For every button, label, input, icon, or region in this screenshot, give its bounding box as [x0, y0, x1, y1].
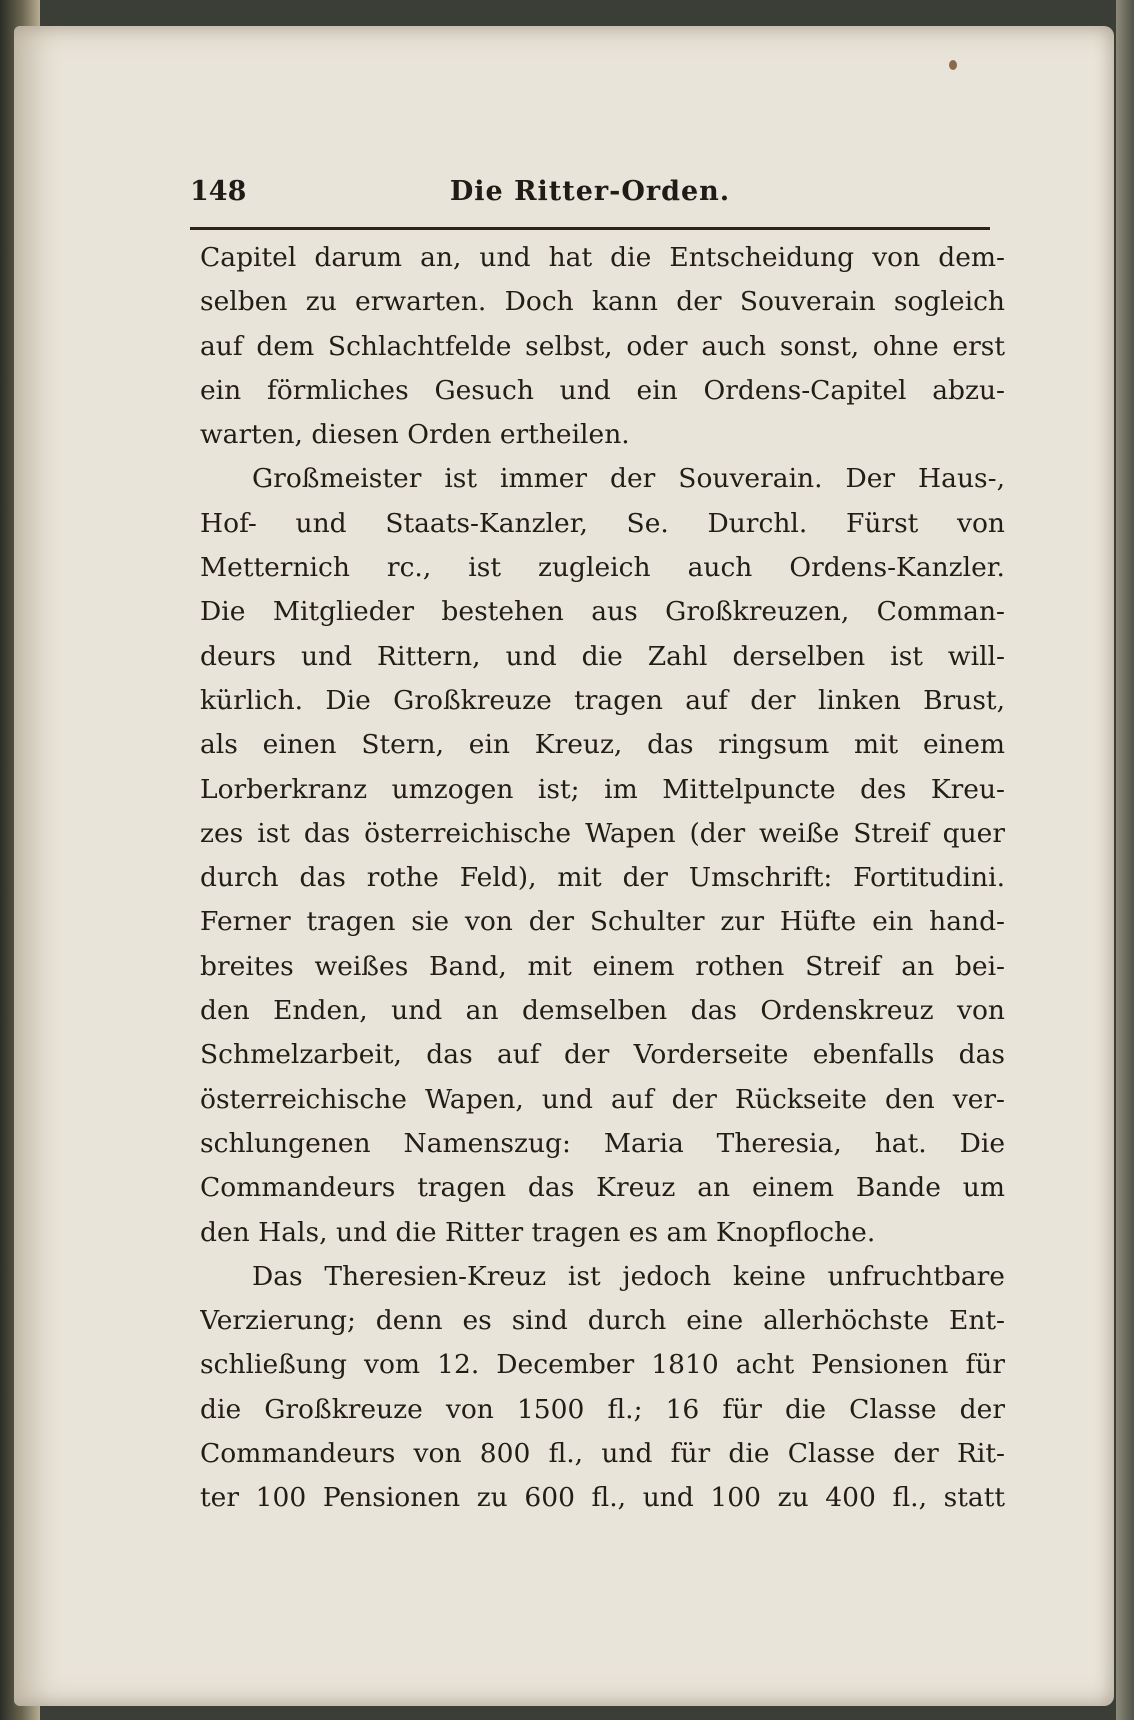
- text-line: Verzierung; denn es sind durch eine allerhöchste Ent-: [200, 1305, 1005, 1337]
- text-line: selben zu erwarten. Doch kann der Souverain sogleich: [200, 286, 1005, 318]
- text-line: den Hals, und die Ritter tragen es am Knopfloche.: [200, 1216, 876, 1248]
- running-header: [190, 176, 990, 216]
- page-edge: [1116, 0, 1134, 1720]
- text-line: ein förmliches Gesuch und ein Ordens-Capitel abzu-: [200, 374, 1005, 406]
- text-line: österreichische Wapen, und auf der Rückseite den ver-: [200, 1083, 1005, 1115]
- ink-smudge: [949, 60, 957, 70]
- text-line: Schmelzarbeit, das auf der Vorderseite ebenfalls das: [200, 1039, 1005, 1071]
- text-line: als einen Stern, ein Kreuz, das ringsum mit einem: [200, 729, 1005, 761]
- text-line: Metternich rc., ist zugleich auch Ordens-Kanzler.: [200, 552, 1005, 584]
- text-line: zes ist das österreichische Wapen (der weiße Streif quer: [200, 817, 1005, 849]
- text-line: Lorberkranz umzogen ist; im Mittelpuncte des Kreu-: [200, 773, 1005, 805]
- text-line: durch das rothe Feld), mit der Umschrift: Fortitudini.: [200, 862, 1005, 894]
- text-line: die Großkreuze von 1500 fl.; 16 für die Classe der: [200, 1393, 1005, 1425]
- text-line: Commandeurs von 800 fl., und für die Classe der Rit-: [200, 1438, 1005, 1470]
- page-number: 148: [190, 176, 247, 207]
- text-line: Die Mitglieder bestehen aus Großkreuzen, Comman-: [200, 596, 1005, 628]
- text-line: Ferner tragen sie von der Schulter zur Hüfte ein hand-: [200, 906, 1005, 938]
- header-rule: [190, 227, 990, 230]
- text-line: ter 100 Pensionen zu 600 fl., und 100 zu 400 fl., statt: [200, 1482, 1005, 1514]
- text-line: Großmeister ist immer der Souverain. Der Haus-,: [252, 463, 1005, 495]
- text-line: auf dem Schlachtfelde selbst, oder auch sonst, ohne erst: [200, 330, 1005, 362]
- text-line: breites weißes Band, mit einem rothen Streif an bei-: [200, 950, 1005, 982]
- text-line: Commandeurs tragen das Kreuz an einem Bande um: [200, 1172, 1005, 1204]
- text-line: Hof- und Staats-Kanzler, Se. Durchl. Fürst von: [200, 507, 1005, 539]
- text-line: schlungenen Namenszug: Maria Theresia, hat. Die: [200, 1127, 1005, 1159]
- text-line: deurs und Rittern, und die Zahl derselben ist will-: [200, 640, 1005, 672]
- text-line: kürlich. Die Großkreuze tragen auf der linken Brust,: [200, 684, 1005, 716]
- text-line: den Enden, und an demselben das Ordenskreuz von: [200, 995, 1005, 1027]
- text-line: warten, diesen Orden ertheilen.: [200, 419, 630, 451]
- body-text: [200, 236, 1005, 1521]
- running-title: Die Ritter-Orden.: [449, 176, 731, 207]
- text-line: schließung vom 12. December 1810 acht Pensionen für: [200, 1349, 1005, 1381]
- text-line: Das Theresien-Kreuz ist jedoch keine unfruchtbare: [252, 1260, 1005, 1292]
- text-line: Capitel darum an, und hat die Entscheidung von dem-: [200, 242, 1005, 273]
